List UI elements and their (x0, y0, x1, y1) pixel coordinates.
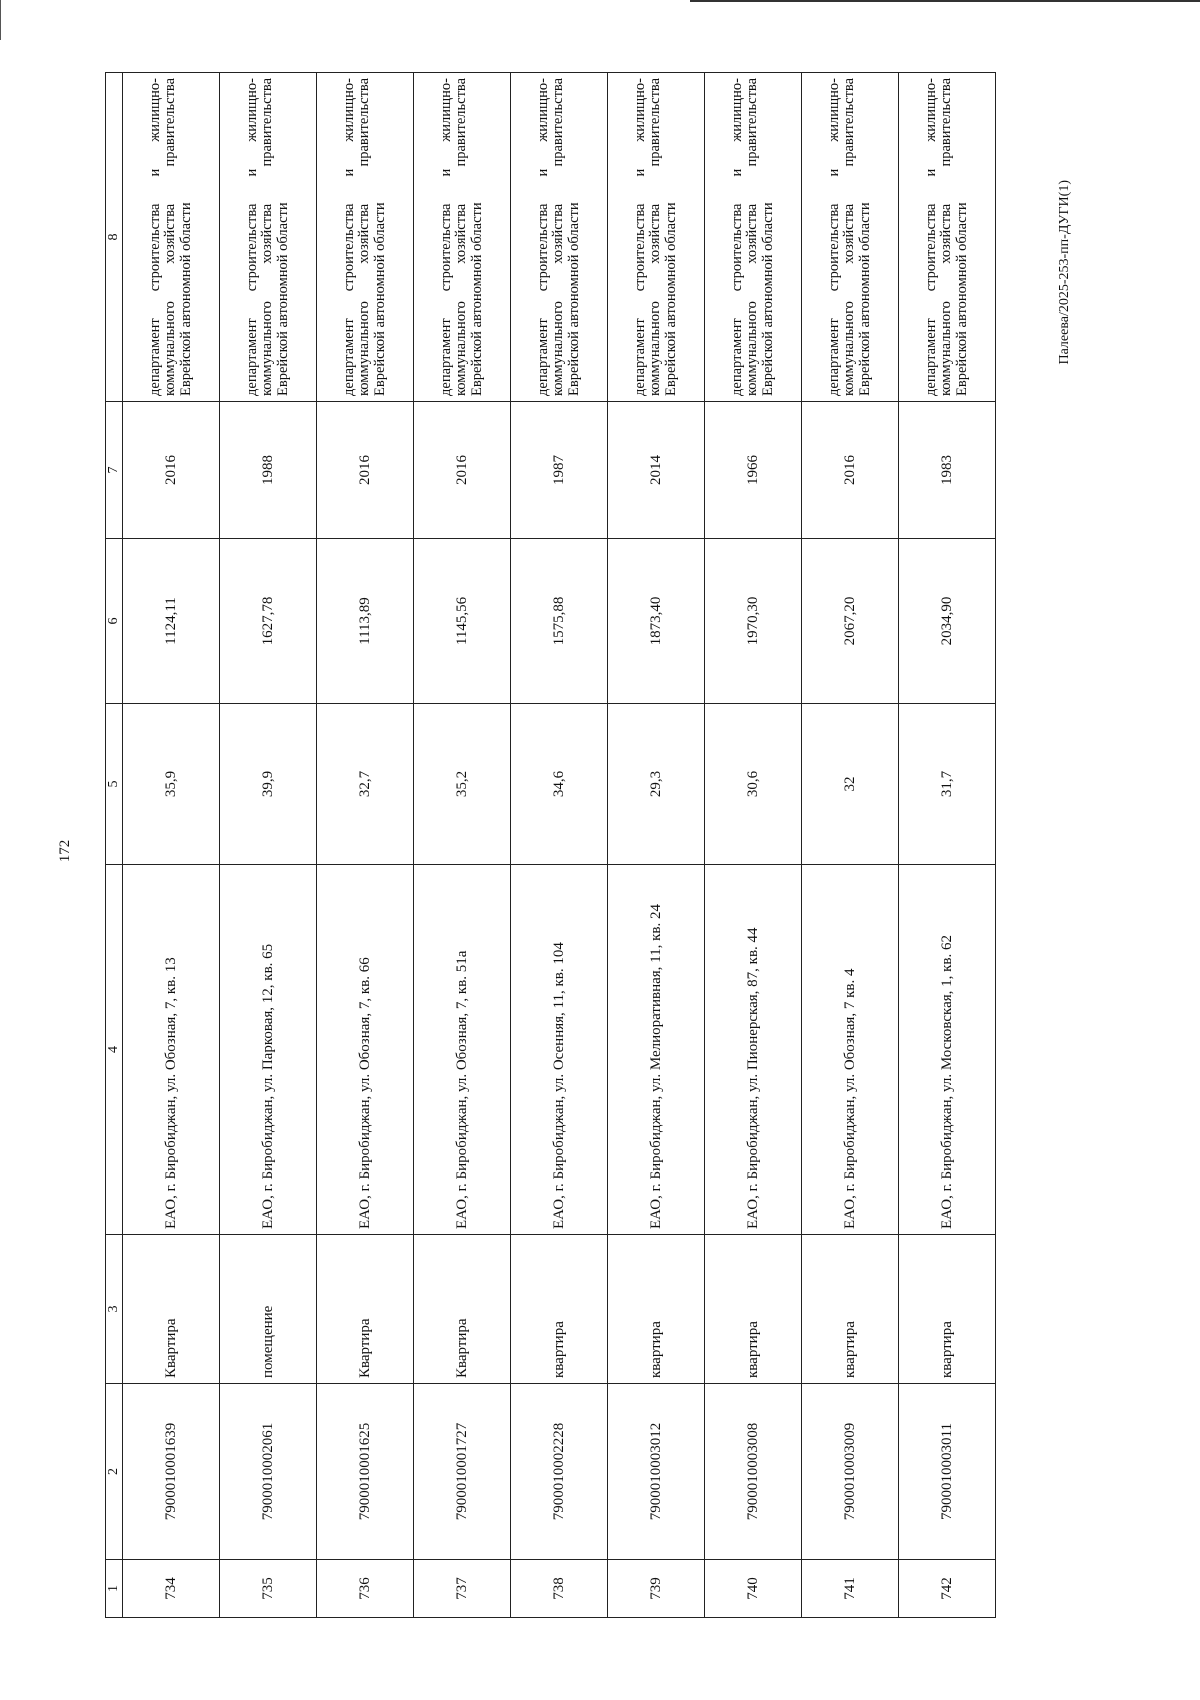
property-value: 1627,78 (220, 539, 317, 704)
column-header: 1 (106, 1560, 123, 1618)
column-header: 3 (106, 1235, 123, 1384)
cadastral-number: 7900010003009 (802, 1384, 899, 1560)
property-registry-table (105, 72, 996, 1618)
property-holder: департамент строительства и жилищно-коммунального хозяйства правительства Еврейской автономной области (220, 73, 317, 402)
cadastral-number: 7900010002228 (511, 1384, 608, 1560)
column-header: 6 (106, 539, 123, 704)
property-holder: департамент строительства и жилищно-коммунального хозяйства правительства Еврейской автономной области (414, 73, 511, 402)
property-holder: департамент строительства и жилищно-коммунального хозяйства правительства Еврейской автономной области (511, 73, 608, 402)
property-type: квартира (802, 1235, 899, 1384)
row-number: 738 (511, 1560, 608, 1618)
column-number-row (106, 73, 123, 1618)
scan-left-rule (0, 0, 1, 40)
table-row (511, 73, 608, 1618)
row-number: 736 (317, 1560, 414, 1618)
table-row (899, 73, 996, 1618)
row-number: 742 (899, 1560, 996, 1618)
property-area: 31,7 (899, 704, 996, 865)
property-area: 34,6 (511, 704, 608, 865)
property-address: ЕАО, г. Биробиджан, ул. Московская, 1, кв. 62 (899, 865, 996, 1235)
property-holder: департамент строительства и жилищно-коммунального хозяйства правительства Еврейской автономной области (608, 73, 705, 402)
property-address: ЕАО, г. Биробиджан, ул. Обозная, 7, кв. 51а (414, 865, 511, 1235)
property-holder: департамент строительства и жилищно-коммунального хозяйства правительства Еврейской автономной области (123, 73, 220, 402)
row-number: 737 (414, 1560, 511, 1618)
row-number: 734 (123, 1560, 220, 1618)
property-address: ЕАО, г. Биробиджан, ул. Пионерская, 87, кв. 44 (705, 865, 802, 1235)
property-area: 35,2 (414, 704, 511, 865)
property-value: 1873,40 (608, 539, 705, 704)
cadastral-number: 7900010003008 (705, 1384, 802, 1560)
cadastral-number: 7900010003012 (608, 1384, 705, 1560)
column-header: 4 (106, 865, 123, 1235)
property-type: квартира (608, 1235, 705, 1384)
property-year: 2016 (317, 402, 414, 539)
row-number: 739 (608, 1560, 705, 1618)
table-row (317, 73, 414, 1618)
row-number: 740 (705, 1560, 802, 1618)
property-type: квартира (511, 1235, 608, 1384)
property-area: 35,9 (123, 704, 220, 865)
property-year: 1987 (511, 402, 608, 539)
column-header: 2 (106, 1384, 123, 1560)
registry-body (123, 73, 996, 1618)
property-holder: департамент строительства и жилищно-коммунального хозяйства правительства Еврейской автономной области (317, 73, 414, 402)
property-holder: департамент строительства и жилищно-коммунального хозяйства правительства Еврейской автономной области (705, 73, 802, 402)
table-row (414, 73, 511, 1618)
property-area: 29,3 (608, 704, 705, 865)
property-address: ЕАО, г. Биробиджан, ул. Обозная, 7 кв. 4 (802, 865, 899, 1235)
column-header: 7 (106, 402, 123, 539)
table-row (123, 73, 220, 1618)
property-year: 1983 (899, 402, 996, 539)
cadastral-number: 7900010001625 (317, 1384, 414, 1560)
property-year: 1966 (705, 402, 802, 539)
cadastral-number: 7900010002061 (220, 1384, 317, 1560)
property-value: 1124,11 (123, 539, 220, 704)
property-holder: департамент строительства и жилищно-коммунального хозяйства правительства Еврейской автономной области (802, 73, 899, 402)
property-address: ЕАО, г. Биробиджан, ул. Парковая, 12, кв. 65 (220, 865, 317, 1235)
property-address: ЕАО, г. Биробиджан, ул. Осенняя, 11, кв. 104 (511, 865, 608, 1235)
property-value: 2034,90 (899, 539, 996, 704)
property-year: 2016 (123, 402, 220, 539)
property-year: 1988 (220, 402, 317, 539)
page-number: 172 (56, 839, 73, 863)
scan-top-rule (690, 0, 1200, 2)
cadastral-number: 7900010001727 (414, 1384, 511, 1560)
property-value: 1113,89 (317, 539, 414, 704)
property-type: квартира (705, 1235, 802, 1384)
document-footer-code: Палеева/2025-253-пп-ДУГИ(1) (1057, 180, 1072, 365)
property-type: Квартира (414, 1235, 511, 1384)
cadastral-number: 7900010003011 (899, 1384, 996, 1560)
cadastral-number: 7900010001639 (123, 1384, 220, 1560)
registry-table-rotated (105, 73, 970, 1618)
table-row (608, 73, 705, 1618)
property-year: 2016 (802, 402, 899, 539)
property-type: помещение (220, 1235, 317, 1384)
property-value: 1145,56 (414, 539, 511, 704)
property-value: 1575,88 (511, 539, 608, 704)
column-header: 5 (106, 704, 123, 865)
column-header: 8 (106, 73, 123, 402)
property-type: Квартира (123, 1235, 220, 1384)
property-year: 2016 (414, 402, 511, 539)
property-address: ЕАО, г. Биробиджан, ул. Обозная, 7, кв. 13 (123, 865, 220, 1235)
table-row (802, 73, 899, 1618)
property-type: Квартира (317, 1235, 414, 1384)
property-value: 1970,30 (705, 539, 802, 704)
property-area: 39,9 (220, 704, 317, 865)
property-holder: департамент строительства и жилищно-коммунального хозяйства правительства Еврейской автономной области (899, 73, 996, 402)
property-value: 2067,20 (802, 539, 899, 704)
row-number: 741 (802, 1560, 899, 1618)
property-area: 32,7 (317, 704, 414, 865)
property-year: 2014 (608, 402, 705, 539)
table-row (705, 73, 802, 1618)
property-type: квартира (899, 1235, 996, 1384)
property-area: 30,6 (705, 704, 802, 865)
property-address: ЕАО, г. Биробиджан, ул. Мелиоративная, 11, кв. 24 (608, 865, 705, 1235)
row-number: 735 (220, 1560, 317, 1618)
property-area: 32 (802, 704, 899, 865)
table-row (220, 73, 317, 1618)
property-address: ЕАО, г. Биробиджан, ул. Обозная, 7, кв. 66 (317, 865, 414, 1235)
